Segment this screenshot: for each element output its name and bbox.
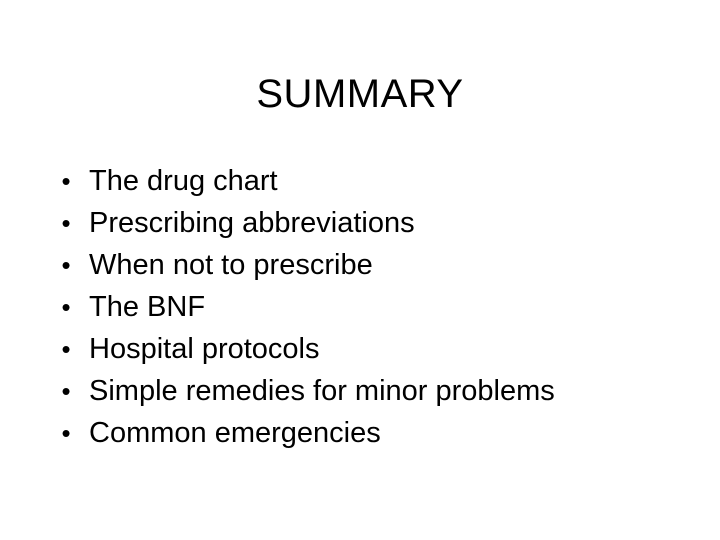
- bullet-icon: •: [61, 418, 71, 448]
- slide-title: SUMMARY: [256, 72, 464, 116]
- bullet-icon: •: [61, 334, 71, 364]
- bullet-text: Simple remedies for minor problems: [89, 375, 555, 407]
- bullet-item: [0, 412, 720, 454]
- bullet-list: [0, 160, 720, 454]
- bullet-text: Hospital protocols: [89, 333, 320, 365]
- bullet-item: [0, 160, 720, 202]
- bullet-item: [0, 286, 720, 328]
- bullet-icon: •: [61, 292, 71, 322]
- bullet-text: Common emergencies: [89, 417, 381, 449]
- bullet-item: [0, 202, 720, 244]
- bullet-item: [0, 328, 720, 370]
- bullet-text: Prescribing abbreviations: [89, 207, 415, 239]
- bullet-icon: •: [61, 166, 71, 196]
- bullet-icon: •: [61, 208, 71, 238]
- bullet-text: The BNF: [89, 291, 206, 323]
- bullet-icon: •: [61, 376, 71, 406]
- bullet-text: When not to prescribe: [89, 249, 373, 281]
- bullet-icon: •: [61, 250, 71, 280]
- bullet-item: [0, 244, 720, 286]
- bullet-item: [0, 370, 720, 412]
- bullet-text: The drug chart: [89, 165, 278, 197]
